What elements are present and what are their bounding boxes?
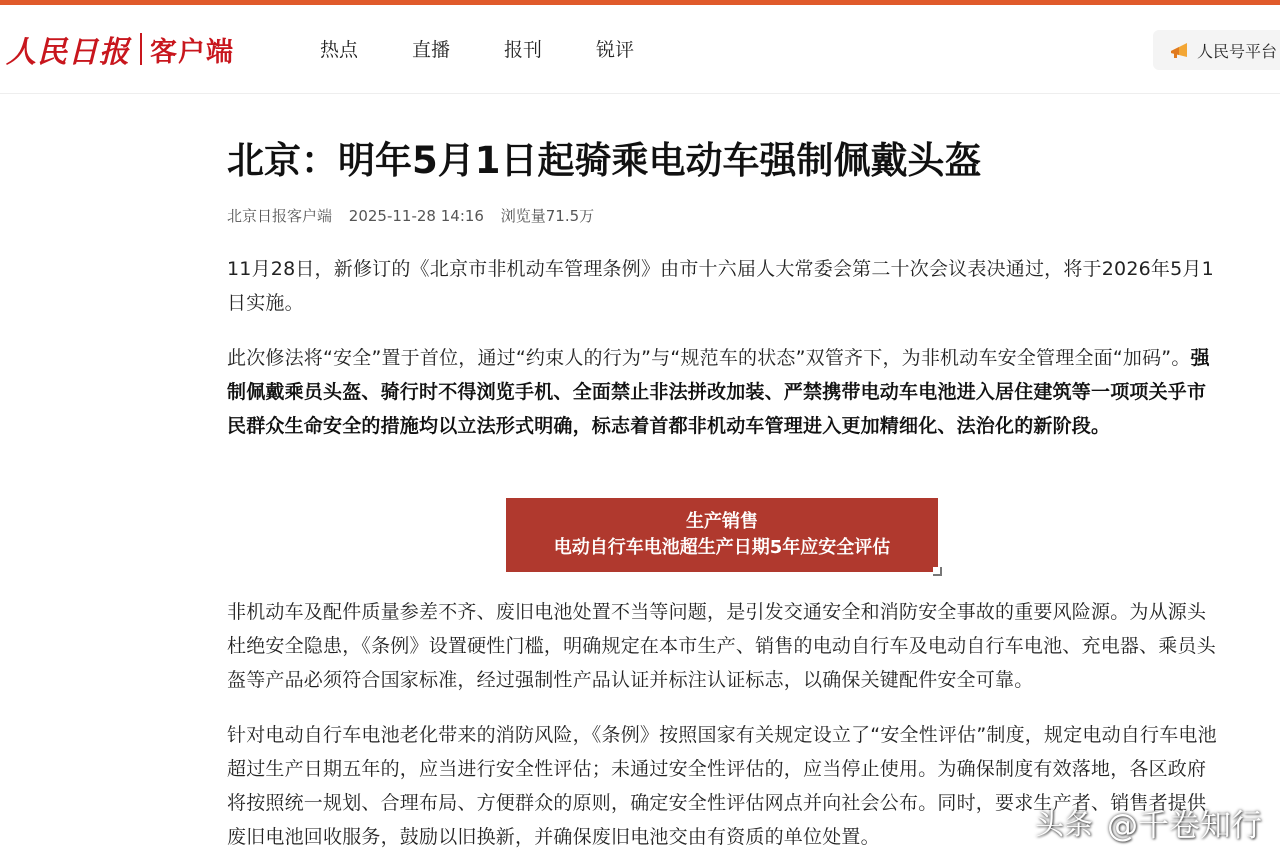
paragraph-3: 非机动车及配件质量参差不齐、废旧电池处置不当等问题，是引发交通安全和消防安全事故的重要风险源。为从源头杜绝安全隐患，《条例》设置硬性门槛，明确规定在本市生产、销售的电动自行车及电动自行车电池、充电器、乘员头盔等产品必须符合国家标准，经过强制性产品认证并标注认证标志，以确保关键配件安全可靠。 <box>227 601 1216 691</box>
logo-mark: 人民日报 <box>6 35 130 70</box>
paragraph-2-text: 此次修法将“安全”置于首位，通过“约束人的行为”与“规范车的状态”双管齐下，为非机动车安全管理全面“加码”。 <box>227 347 1191 369</box>
paragraph-1: 11月28日，新修订的《北京市非机动车管理条例》由市十六届人大常委会第二十次会议表决通过，将于2026年5月1日实施。 <box>227 258 1214 314</box>
site-logo[interactable] <box>6 29 234 69</box>
section-banner <box>506 498 938 572</box>
watermark-brand: 头条 <box>1035 807 1094 841</box>
article-meta <box>227 205 606 227</box>
platform-button[interactable] <box>1153 30 1280 70</box>
platform-label: 人民号平台 <box>1197 41 1278 61</box>
nav-item-live[interactable]: 直播 <box>412 39 451 61</box>
logo-divider <box>140 33 142 65</box>
paragraph-2-bold-text: 强制佩戴乘员头盔、骑行时不得浏览手机、全面禁止非法拼改加装、严禁携带电动车电池进入居住建筑等一项项关乎市民群众生命安全的措施均以立法形式明确，标志着首都非机动车管理进入更加精细化、法治化的新阶段。 <box>227 347 1210 437</box>
site-header <box>0 5 1280 94</box>
nav-item-hot[interactable]: 热点 <box>320 39 359 61</box>
nav-item-newspaper[interactable]: 报刊 <box>504 39 543 61</box>
watermark <box>1035 800 1262 845</box>
banner-line-2: 电动自行车电池超生产日期5年应安全评估 <box>553 537 891 558</box>
article-datetime: 2025-11-28 14:16 <box>348 207 484 225</box>
article-views: 浏览量71.5万 <box>500 207 595 225</box>
nav-item-commentary[interactable]: 锐评 <box>596 39 635 61</box>
megaphone-icon <box>1169 41 1191 59</box>
logo-subtitle: 客户端 <box>150 36 234 68</box>
banner-line-1: 生产销售 <box>686 511 758 532</box>
watermark-handle: @千卷知行 <box>1107 808 1263 844</box>
resize-handle-icon <box>933 567 942 576</box>
main-nav <box>320 36 688 64</box>
paragraph-4: 针对电动自行车电池老化带来的消防风险，《条例》按照国家有关规定设立了“安全性评估”制度，规定电动自行车电池超过生产日期五年的，应当进行安全性评估；未通过安全性评估的，应当停止使用。为确保制度有效落地，各区政府将按照统一规划、合理布局、方便群众的原则，确定安全性评估网点并向社会公布。同时，要求生产者、销售者提供废旧电池回收服务，鼓励以旧换新，并确保废旧电池交由有资质的单位处置。 <box>227 724 1217 848</box>
article-source[interactable]: 北京日报客户端 <box>227 207 333 225</box>
paragraph-2 <box>227 341 1221 443</box>
article-title: 北京：明年5月1日起骑乘电动车强制佩戴头盔 <box>227 139 982 182</box>
